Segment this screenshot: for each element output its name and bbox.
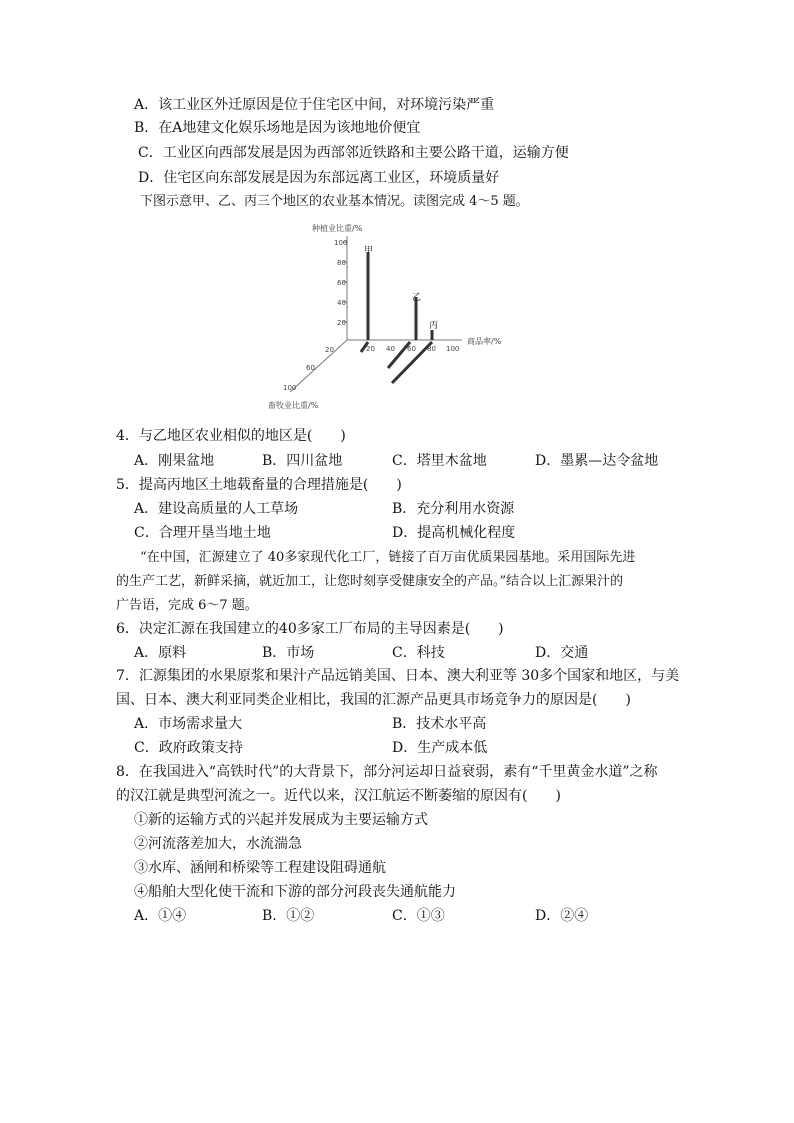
q8-statement-1: ①新的运输方式的兴起并发展成为主要运输方式 — [134, 812, 428, 828]
q6-option-d: D．交通 — [535, 645, 589, 661]
q7-option-c: C．政府政策支持 — [134, 740, 243, 756]
passage-line-1: “在中国，汇源建立了 40多家现代化工厂，链接了百万亩优质果园基地。采用国际先进 — [140, 550, 636, 565]
dtick-100: 100 — [283, 384, 297, 392]
q6-option-c: C．科技 — [392, 645, 445, 661]
q6-option-b: B．市场 — [262, 645, 315, 661]
intro-4-5: 下图示意甲、乙、丙三个地区的农业基本情况。读图完成 4～5 题。 — [140, 194, 529, 209]
q8-option-d: D．②④ — [535, 908, 589, 924]
axis-right-label: 商品率/% — [467, 337, 502, 346]
label-bing: 丙 — [429, 321, 439, 331]
prev-option-a: A．该工业区外迁原因是位于住宅区中间，对环境污染严重 — [134, 97, 495, 113]
rtick-40: 40 — [386, 345, 395, 353]
q8-statement-4: ④船舶大型化使干流和下游的部分河段丧失通航能力 — [134, 884, 456, 900]
q8-stem-1: 8．在我国进入“高铁时代”的大背景下，部分河运却日益衰弱，素有“千里黄金水道”之称 — [116, 764, 658, 780]
vtick-80: 80 — [337, 259, 346, 267]
q5-option-a: A．建设高质量的人工草场 — [134, 501, 299, 517]
dtick-20: 20 — [325, 346, 334, 354]
rtick-60: 60 — [407, 345, 416, 353]
vtick-60: 60 — [337, 279, 346, 287]
dtick-60: 60 — [306, 364, 315, 372]
rtick-100: 100 — [446, 345, 460, 353]
q5-option-b: B．充分利用水资源 — [392, 501, 515, 517]
q4-option-a: A．刚果盆地 — [134, 453, 215, 469]
q7-stem-1: 7．汇源集团的水果原浆和果汁产品远销美国、日本、澳大利亚等 30多个国家和地区，与美 — [116, 668, 680, 684]
q7-stem-2: 国、日本、澳大利亚同类企业相比，我国的汇源产品更具市场竞争力的原因是( ) — [116, 692, 631, 708]
q8-stem-2: 的汉江就是典型河流之一。近代以来，汉江航运不断萎缩的原因有( ) — [116, 788, 561, 804]
vtick-100: 100 — [334, 239, 348, 247]
q8-option-a: A．①④ — [134, 908, 187, 924]
q8-option-c: C．①③ — [392, 908, 445, 924]
q7-option-d: D．生产成本低 — [392, 740, 488, 756]
q4-option-b: B．四川盆地 — [262, 453, 343, 469]
q6-option-a: A．原料 — [134, 645, 187, 661]
rtick-80: 80 — [427, 345, 436, 353]
q5-option-c: C．合理开垦当地土地 — [134, 525, 271, 541]
q8-statement-2: ②河流落差加大，水流湍急 — [134, 836, 302, 852]
q4-option-c: C．塔里木盆地 — [392, 453, 487, 469]
prev-option-b: B．在A地建文化娱乐场地是因为该地地价便宜 — [134, 120, 421, 136]
prev-option-c: C．工业区向西部发展是因为西部邻近铁路和主要公路干道，运输方便 — [138, 145, 569, 161]
label-yi: 乙 — [412, 293, 422, 303]
q4-option-d: D．墨累—达令盆地 — [535, 453, 659, 469]
passage-line-3: 广告语，完成 6～7 题。 — [116, 598, 258, 613]
q4-stem: 4．与乙地区农业相似的地区是( ) — [116, 428, 346, 444]
q6-stem: 6．决定汇源在我国建立的40多家工厂布局的主导因素是( ) — [116, 621, 504, 637]
q5-stem: 5．提高丙地区土地载畜量的合理措施是( ) — [116, 477, 402, 493]
label-jia: 甲 — [364, 246, 374, 256]
axis-depth-label: 畜牧业比重/% — [268, 401, 319, 410]
prev-option-d: D．住宅区向东部发展是因为东部远离工业区，环境质量好 — [138, 170, 500, 186]
vtick-40: 40 — [337, 299, 346, 307]
q7-option-a: A．市场需求量大 — [134, 716, 243, 732]
rtick-20: 20 — [366, 345, 375, 353]
q7-option-b: B．技术水平高 — [392, 716, 487, 732]
axis-vertical-label: 种植业比重/% — [312, 224, 363, 233]
q8-option-b: B．①② — [262, 908, 315, 924]
q8-statement-3: ③水库、涵闸和桥梁等工程建设阻碍通航 — [134, 860, 386, 876]
q5-option-d: D．提高机械化程度 — [392, 525, 516, 541]
vtick-20: 20 — [337, 319, 346, 327]
passage-line-2: 的生产工艺，新鲜采摘，就近加工，让您时刻享受健康安全的产品。”结合以上汇源果汁的 — [116, 574, 624, 589]
